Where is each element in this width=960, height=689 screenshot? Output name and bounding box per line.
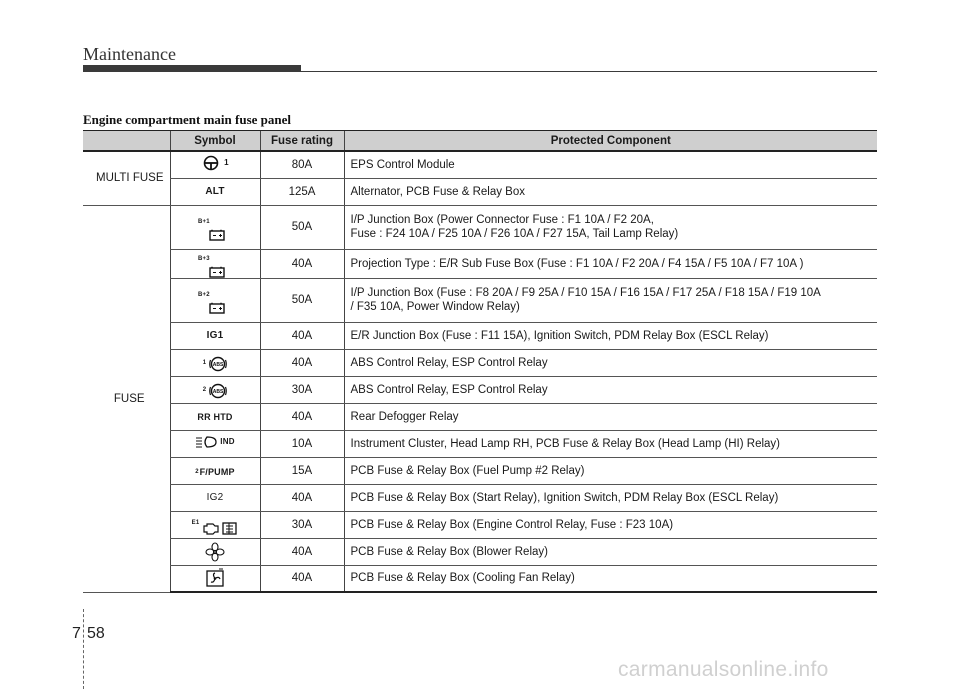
protected-component: E/R Junction Box (Fuse : F11 15A), Ignition Switch, PDM Relay Box (ESCL Relay): [344, 322, 877, 349]
symbol-label: 1: [202, 359, 207, 366]
symbol-label: IG2: [206, 492, 224, 503]
table-row: [83, 205, 877, 249]
fuse-rating: 50A: [260, 205, 344, 249]
component-line: Fuse : F24 10A / F25 10A / F26 10A / F27 15A, Tail Lamp Relay): [350, 228, 679, 240]
table-row: [83, 565, 877, 592]
chapter-number: 7: [72, 625, 81, 642]
component-line: I/P Junction Box (Power Connector Fuse : F1 10A / F2 20A,: [350, 214, 654, 226]
protected-component: Projection Type : E/R Sub Fuse Box (Fuse : F1 10A / F2 20A / F4 15A / F5 10A / F7 10A ): [344, 249, 877, 278]
headlamp-icon: [195, 436, 217, 448]
symbol-superscript: 2: [195, 468, 199, 475]
table-row: [83, 538, 877, 565]
symbol-label: 1: [224, 157, 229, 167]
symbol-cell: [170, 322, 260, 349]
fuse-rating: 40A: [260, 322, 344, 349]
protected-component: Rear Defogger Relay: [344, 403, 877, 430]
table-row: [83, 322, 877, 349]
table-row: [83, 278, 877, 322]
column-header-fuse-rating: Fuse rating: [260, 131, 344, 152]
symbol-cell: [170, 376, 260, 403]
symbol-cell: [170, 278, 260, 322]
fuse-rating: 40A: [260, 403, 344, 430]
table-row: [83, 484, 877, 511]
symbol-cell: [170, 403, 260, 430]
protected-component: Alternator, PCB Fuse & Relay Box: [344, 178, 877, 205]
fuse-rating: 40A: [260, 538, 344, 565]
watermark: carmanualsonline.info: [618, 658, 829, 681]
symbol-label: ALT: [205, 186, 225, 197]
fuse-table: [83, 130, 877, 593]
symbol-cell: [170, 457, 260, 484]
symbol-cell: [170, 151, 260, 178]
symbol-label: B+2: [198, 292, 210, 298]
fuse-rating: 40A: [260, 565, 344, 592]
table-row: [83, 376, 877, 403]
table-row: [83, 430, 877, 457]
footer-divider: [83, 609, 85, 689]
battery-icon: [206, 302, 232, 314]
symbol-label: RR HTD: [197, 411, 233, 422]
component-line: / F35 10A, Power Window Relay): [350, 301, 520, 313]
protected-component: PCB Fuse & Relay Box (Cooling Fan Relay): [344, 565, 877, 592]
header-accent-bar: [83, 65, 301, 72]
protected-component: ABS Control Relay, ESP Control Relay: [344, 376, 877, 403]
symbol-label: B+1: [198, 219, 210, 225]
svg-text:ABS: ABS: [212, 388, 224, 395]
cooling-fan-icon: [205, 568, 225, 588]
symbol-cell: [170, 538, 260, 565]
battery-icon: [206, 266, 232, 278]
table-row: [83, 403, 877, 430]
abs-icon: [209, 383, 227, 399]
symbol-cell: [170, 430, 260, 457]
blower-fan-icon: [205, 542, 225, 562]
table-row: [83, 249, 877, 278]
svg-text:ABS: ABS: [212, 361, 224, 368]
fuse-rating: 40A: [260, 249, 344, 278]
protected-component: EPS Control Module: [344, 151, 877, 178]
symbol-cell: [170, 178, 260, 205]
table-row: [83, 511, 877, 538]
protected-component: ABS Control Relay, ESP Control Relay: [344, 349, 877, 376]
component-line: I/P Junction Box (Fuse : F8 20A / F9 25A / F10 15A / F16 15A / F17 25A / F18 15A / F19 10A: [350, 287, 821, 299]
abs-icon: [209, 356, 227, 372]
symbol-cell: [170, 484, 260, 511]
table-header-row: [83, 131, 877, 152]
protected-component: Instrument Cluster, Head Lamp RH, PCB Fuse & Relay Box (Head Lamp (HI) Relay): [344, 430, 877, 457]
fuse-rating: 40A: [260, 349, 344, 376]
engine-ecu-icon: [202, 521, 238, 535]
table-row: [83, 457, 877, 484]
symbol-label: 2: [202, 386, 207, 393]
fuse-rating: 80A: [260, 151, 344, 178]
steering-wheel-icon: [201, 155, 221, 171]
symbol-cell: [170, 565, 260, 592]
symbol-label: IG1: [206, 330, 224, 341]
fuse-rating: 40A: [260, 484, 344, 511]
group-label-multi-fuse: MULTI FUSE: [83, 151, 170, 205]
symbol-cell: [170, 205, 260, 249]
page-header-title: Maintenance: [83, 44, 176, 64]
fuse-rating: 15A: [260, 457, 344, 484]
fuse-rating: 30A: [260, 376, 344, 403]
protected-component: PCB Fuse & Relay Box (Start Relay), Ignition Switch, PDM Relay Box (ESCL Relay): [344, 484, 877, 511]
group-header: [83, 131, 170, 152]
column-header-symbol: Symbol: [170, 131, 260, 152]
symbol-cell: [170, 349, 260, 376]
symbol-cell: [170, 511, 260, 538]
battery-icon: [206, 229, 232, 241]
table-row: [83, 178, 877, 205]
page-number: 58: [87, 625, 105, 642]
protected-component: [344, 205, 877, 249]
protected-component: PCB Fuse & Relay Box (Blower Relay): [344, 538, 877, 565]
symbol-cell: [170, 249, 260, 278]
table-row: [83, 151, 877, 178]
symbol-label: IND: [220, 437, 235, 446]
fuse-rating: 30A: [260, 511, 344, 538]
protected-component: PCB Fuse & Relay Box (Engine Control Relay, Fuse : F23 10A): [344, 511, 877, 538]
group-label-fuse: FUSE: [83, 205, 170, 592]
symbol-label: B+3: [198, 255, 210, 262]
fuse-rating: 10A: [260, 430, 344, 457]
protected-component: PCB Fuse & Relay Box (Fuel Pump #2 Relay): [344, 457, 877, 484]
fuse-rating: 50A: [260, 278, 344, 322]
column-header-protected-component: Protected Component: [344, 131, 877, 152]
table-row: [83, 349, 877, 376]
section-title: Engine compartment main fuse panel: [83, 112, 291, 127]
header-rule: [301, 71, 877, 72]
symbol-label: F/PUMP: [199, 466, 235, 477]
fuse-rating: 125A: [260, 178, 344, 205]
symbol-label: E1: [191, 520, 200, 526]
protected-component: [344, 278, 877, 322]
